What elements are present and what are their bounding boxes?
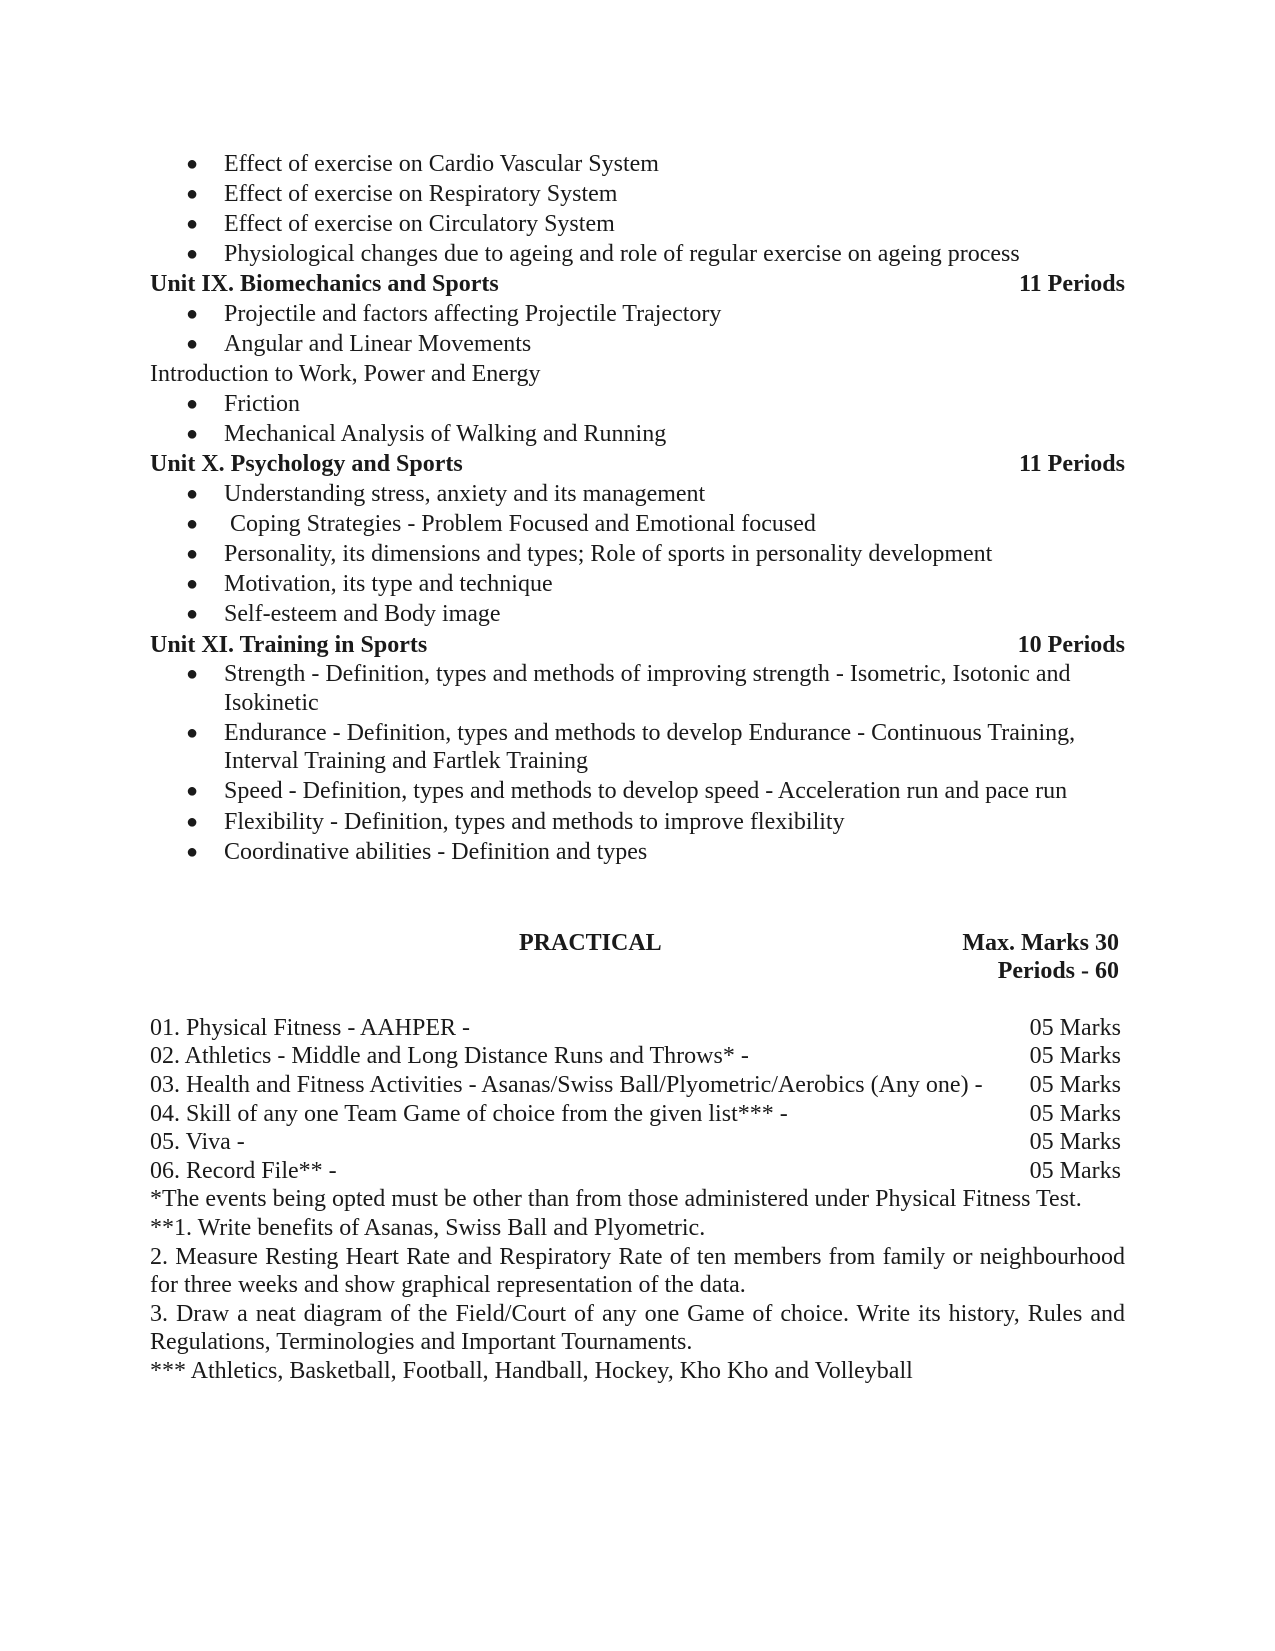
bullet-icon: ● xyxy=(186,393,199,416)
unit-11-bullets xyxy=(150,660,1125,866)
bullet-icon: ● xyxy=(186,153,199,175)
note-line: *The events being opted must be other than from those administered under Physical Fitness Test. xyxy=(150,1186,1082,1213)
marks-list xyxy=(150,1014,1125,1186)
unit-9-bullets-b xyxy=(150,390,1125,449)
unit-9-bullets-a xyxy=(150,300,1125,359)
practical-heading xyxy=(150,929,1125,987)
intro-bullet-list xyxy=(150,150,1125,269)
bullet-icon: ● xyxy=(186,243,199,266)
list-item: ● Personality, its dimensions and types; Role of sports in personality development xyxy=(186,541,993,568)
list-item: ● Coordinative abilities - Definition and types xyxy=(186,838,648,865)
practical-meta xyxy=(962,929,1119,986)
bullet-icon: ● xyxy=(186,333,199,356)
marks-row: 02. Athletics - Middle and Long Distance Runs and Throws* - 05 Marks xyxy=(150,1043,1121,1070)
marks-row: 05. Viva - 05 Marks xyxy=(150,1129,1121,1156)
unit-11-heading xyxy=(150,631,1125,660)
list-item: ● Strength - Definition, types and methods of improving strength - Isometric, Isotonic and Isokinetic xyxy=(186,661,1071,716)
bullet-icon: ● xyxy=(186,721,199,744)
unit-10-heading xyxy=(150,450,1125,479)
bullet-icon: ● xyxy=(186,573,199,596)
unit-10-bullets xyxy=(150,480,1125,629)
bullet-icon: ● xyxy=(186,483,199,506)
document-page xyxy=(150,150,1125,1385)
marks-row: 06. Record File** - 05 Marks xyxy=(150,1157,1121,1184)
unit-periods: 11 Periods xyxy=(1019,271,1125,298)
list-item: ● Mechanical Analysis of Walking and Running xyxy=(186,421,667,448)
list-item: ● Motivation, its type and technique xyxy=(186,571,553,598)
list-item: ● Self-esteem and Body image xyxy=(186,601,501,628)
bullet-icon: ● xyxy=(186,840,199,863)
unit-9-heading xyxy=(150,270,1125,299)
list-item: ● Angular and Linear Movements xyxy=(186,331,532,358)
unit-periods: 11 Periods xyxy=(1019,451,1125,478)
bullet-icon: ● xyxy=(186,603,199,626)
bullet-icon: ● xyxy=(186,543,199,566)
list-item: ● Friction xyxy=(186,391,300,418)
list-item: ● Effect of exercise on Cardio Vascular System xyxy=(186,151,659,177)
bullet-icon: ● xyxy=(186,213,199,236)
unit-title: Unit XI. Training in Sports xyxy=(150,631,428,658)
bullet-icon: ● xyxy=(186,663,199,686)
bullet-icon: ● xyxy=(186,513,199,536)
marks-row: 03. Health and Fitness Activities - Asanas/Swiss Ball/Plyometric/Aerobics (Any one) - 05 Marks xyxy=(150,1071,1121,1098)
marks-row: 01. Physical Fitness - AAHPER - 05 Marks xyxy=(150,1014,1121,1041)
practical-periods: Periods - 60 xyxy=(997,958,1119,985)
list-item: ● Endurance - Definition, types and methods to develop Endurance - Continuous Training, Interval Training and Fartlek Training xyxy=(186,719,1076,775)
unit-title: Unit X. Psychology and Sports xyxy=(150,451,463,478)
list-item: ● Coping Strategies - Problem Focused and Emotional focused xyxy=(186,511,816,538)
list-item: ● Speed - Definition, types and methods to develop speed - Acceleration run and pace run xyxy=(186,778,1068,805)
note-line: *** Athletics, Basketball, Football, Handball, Hockey, Kho Kho and Volleyball xyxy=(150,1357,913,1384)
list-item: ● Flexibility - Definition, types and methods to improve flexibility xyxy=(186,808,845,835)
note-line: 3. Draw a neat diagram of the Field/Court of any one Game of choice. Write its history, Rules and Regulations, Terminologies and Important Tournaments. xyxy=(150,1300,1125,1356)
unit-title: Unit IX. Biomechanics and Sports xyxy=(150,271,499,298)
note-line: **1. Write benefits of Asanas, Swiss Ball and Plyometric. xyxy=(150,1214,706,1241)
list-item: ● Effect of exercise on Respiratory System xyxy=(186,181,618,208)
marks-row: 04. Skill of any one Team Game of choice from the given list*** - 05 Marks xyxy=(150,1100,1121,1127)
unit-9-plain-line: Introduction to Work, Power and Energy xyxy=(150,361,541,388)
note-line: 2. Measure Resting Heart Rate and Respiratory Rate of ten members from family or neighbourhood for three weeks and show graphical representation of the data. xyxy=(150,1243,1125,1299)
bullet-icon: ● xyxy=(186,302,199,325)
bullet-icon: ● xyxy=(186,423,199,446)
list-item: ● Effect of exercise on Circulatory System xyxy=(186,211,615,238)
bullet-icon: ● xyxy=(186,780,199,803)
bullet-icon: ● xyxy=(186,183,199,206)
list-item: ● Understanding stress, anxiety and its management xyxy=(186,481,706,508)
practical-title: PRACTICAL xyxy=(519,929,662,956)
list-item: ● Projectile and factors affecting Projectile Trajectory xyxy=(186,300,722,327)
bullet-icon: ● xyxy=(186,810,199,833)
unit-periods: 10 Periods xyxy=(1017,631,1125,658)
list-item: ● Physiological changes due to ageing and role of regular exercise on ageing process xyxy=(186,241,1020,268)
practical-notes xyxy=(150,1185,1125,1385)
max-marks: Max. Marks 30 xyxy=(962,929,1119,956)
